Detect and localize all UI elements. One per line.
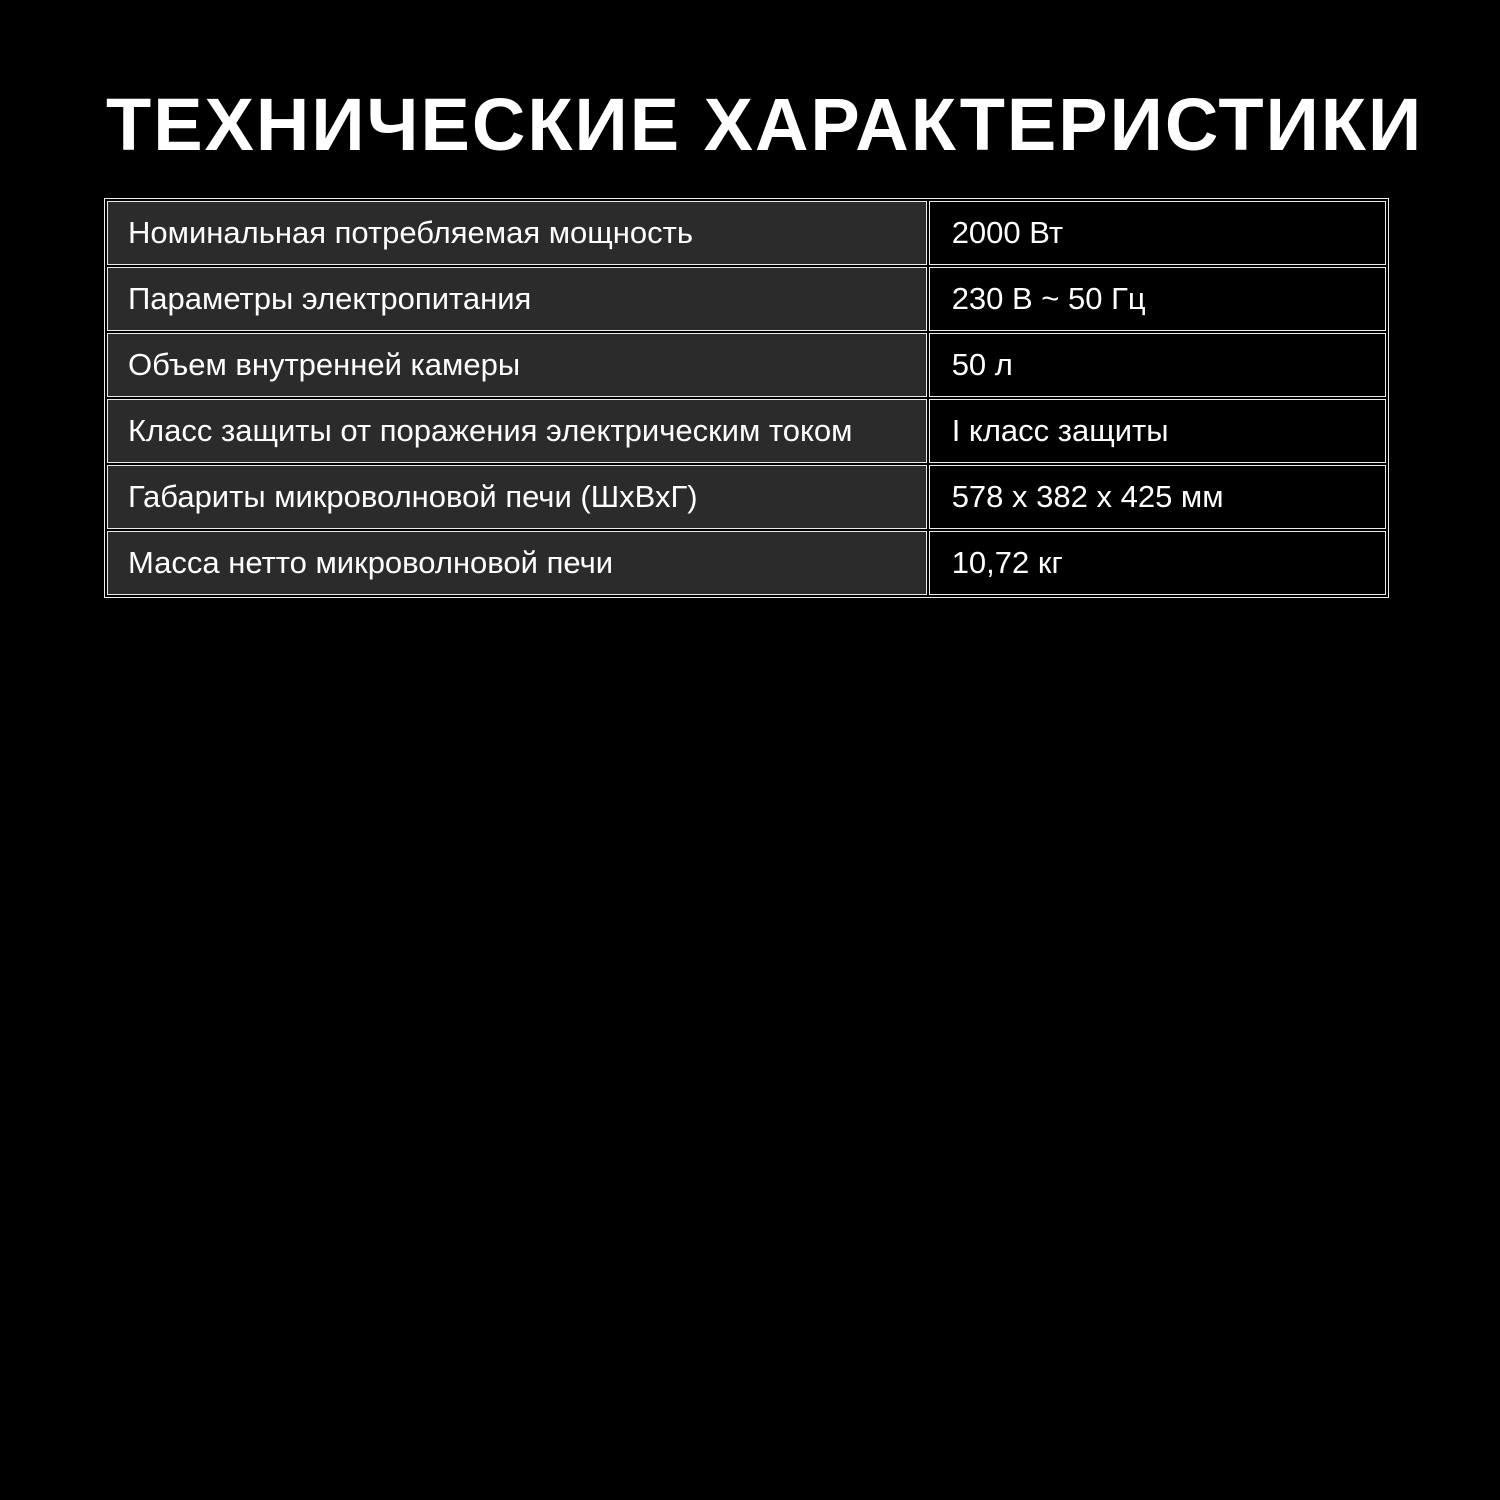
spec-value-cell: 230 В ~ 50 Гц bbox=[929, 267, 1386, 331]
spec-label-cell: Параметры электропитания bbox=[107, 267, 927, 331]
page-title: ТЕХНИЧЕСКИЕ ХАРАКТЕРИСТИКИ bbox=[106, 83, 1424, 166]
table-row bbox=[107, 201, 1386, 265]
spec-value-cell: 50 л bbox=[929, 333, 1386, 397]
spec-value-cell: I класс защиты bbox=[929, 399, 1386, 463]
table-row bbox=[107, 333, 1386, 397]
spec-label-cell: Объем внутренней камеры bbox=[107, 333, 927, 397]
spec-label-cell: Масса нетто микроволновой печи bbox=[107, 531, 927, 595]
table-row bbox=[107, 267, 1386, 331]
specs-table bbox=[104, 198, 1389, 598]
spec-value-cell: 2000 Вт bbox=[929, 201, 1386, 265]
spec-label-cell: Номинальная потребляемая мощность bbox=[107, 201, 927, 265]
spec-label-cell: Габариты микроволновой печи (ШхВхГ) bbox=[107, 465, 927, 529]
table-row bbox=[107, 465, 1386, 529]
spec-value-cell: 10,72 кг bbox=[929, 531, 1386, 595]
table-row bbox=[107, 531, 1386, 595]
spec-label-cell: Класс защиты от поражения электрическим током bbox=[107, 399, 927, 463]
spec-value-cell: 578 x 382 x 425 мм bbox=[929, 465, 1386, 529]
table-row bbox=[107, 399, 1386, 463]
